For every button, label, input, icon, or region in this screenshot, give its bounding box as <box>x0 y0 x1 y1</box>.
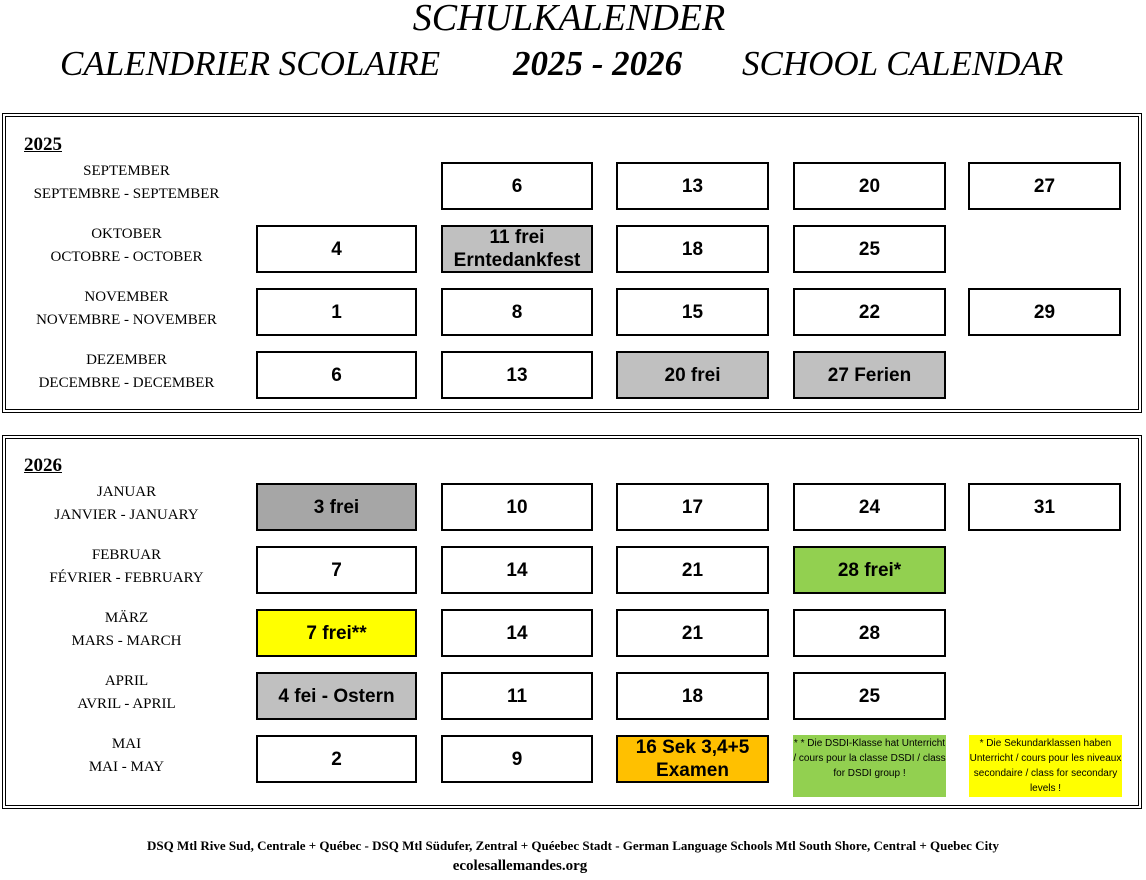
date-cell: 7 frei** <box>256 609 417 657</box>
month-label <box>4 733 249 779</box>
month-name-french-english: NOVEMBRE - NOVEMBER <box>36 312 217 328</box>
date-cell: 15 <box>616 288 769 336</box>
month-name-french-english: AVRIL - APRIL <box>77 696 176 712</box>
date-cell: 24 <box>793 483 946 531</box>
month-name-french-english: JANVIER - JANUARY <box>54 507 199 523</box>
date-cell: 4 fei - Ostern <box>256 672 417 720</box>
date-cell: 9 <box>441 735 593 783</box>
date-cell: 27 Ferien <box>793 351 946 399</box>
date-cell: 4 <box>256 225 417 273</box>
subtitle-year: 2025 - 2026 <box>513 44 683 83</box>
note-dsdi-class: * * Die DSDI-Klasse hat Unterricht / cours pour la classe DSDI / class for DSDI group ! <box>793 735 946 797</box>
month-label <box>4 481 249 527</box>
date-cell: 22 <box>793 288 946 336</box>
month-label <box>4 349 249 395</box>
date-cell: 13 <box>616 162 769 210</box>
date-cell: 14 <box>441 546 593 594</box>
month-label <box>4 160 249 206</box>
date-cell: 6 <box>441 162 593 210</box>
month-name-german: DEZEMBER <box>86 352 167 368</box>
date-cell: 27 <box>968 162 1121 210</box>
month-name-german: NOVEMBER <box>84 289 169 305</box>
date-cell: 16 Sek 3,4+5 Examen <box>616 735 769 783</box>
footer-website[interactable]: ecolesallemandes.org <box>452 858 588 874</box>
month-name-french-english: FÉVRIER - FEBRUARY <box>49 570 204 586</box>
date-cell: 11 frei Erntedankfest <box>441 225 593 273</box>
month-label <box>4 286 249 332</box>
month-name-french-english: SEPTEMBRE - SEPTEMBER <box>33 186 220 202</box>
month-name-german: MAI <box>111 736 142 752</box>
month-label <box>4 223 249 269</box>
date-cell: 28 <box>793 609 946 657</box>
date-cell: 13 <box>441 351 593 399</box>
date-cell: 18 <box>616 672 769 720</box>
subtitle-french: CALENDRIER SCOLAIRE <box>60 44 441 83</box>
note-secondary-classes: * Die Sekundarklassen haben Unterricht / cours pour les niveaux secondaire / class for secondary levels ! <box>969 735 1122 797</box>
year-label-2025: 2025 <box>24 134 62 155</box>
date-cell: 8 <box>441 288 593 336</box>
date-cell: 17 <box>616 483 769 531</box>
date-cell: 2 <box>256 735 417 783</box>
month-name-german: FEBRUAR <box>91 547 162 563</box>
footer-schools: DSQ Mtl Rive Sud, Centrale + Québec - DSQ Mtl Südufer, Zentral + Quéebec Stadt - German Language Schools Mtl South Shore, Central + Quebec City <box>146 838 1000 853</box>
month-label <box>4 607 249 653</box>
date-cell: 20 <box>793 162 946 210</box>
month-name-german: JANUAR <box>96 484 157 500</box>
date-cell: 21 <box>616 609 769 657</box>
month-name-french-english: OCTOBRE - OCTOBER <box>50 249 203 265</box>
date-cell: 28 frei* <box>793 546 946 594</box>
month-name-german: APRIL <box>104 673 149 689</box>
month-name-french-english: MAI - MAY <box>88 759 165 775</box>
date-cell: 25 <box>793 225 946 273</box>
date-cell: 25 <box>793 672 946 720</box>
month-name-german: SEPTEMBER <box>83 163 170 179</box>
subtitle-english: SCHOOL CALENDAR <box>742 44 1064 83</box>
date-cell: 21 <box>616 546 769 594</box>
month-label <box>4 544 249 590</box>
date-cell: 7 <box>256 546 417 594</box>
year-label-2026: 2026 <box>24 455 62 476</box>
date-cell: 29 <box>968 288 1121 336</box>
date-cell: 3 frei <box>256 483 417 531</box>
month-name-french-english: DECEMBRE - DECEMBER <box>38 375 215 391</box>
date-cell: 10 <box>441 483 593 531</box>
date-cell: 14 <box>441 609 593 657</box>
month-name-french-english: MARS - MARCH <box>71 633 182 649</box>
date-cell: 11 <box>441 672 593 720</box>
date-cell: 20 frei <box>616 351 769 399</box>
page-title: SCHULKALENDER <box>412 0 726 39</box>
month-label <box>4 670 249 716</box>
month-name-german: OKTOBER <box>91 226 162 242</box>
date-cell: 1 <box>256 288 417 336</box>
date-cell: 6 <box>256 351 417 399</box>
month-name-german: MÄRZ <box>104 610 149 626</box>
date-cell: 31 <box>968 483 1121 531</box>
date-cell: 18 <box>616 225 769 273</box>
